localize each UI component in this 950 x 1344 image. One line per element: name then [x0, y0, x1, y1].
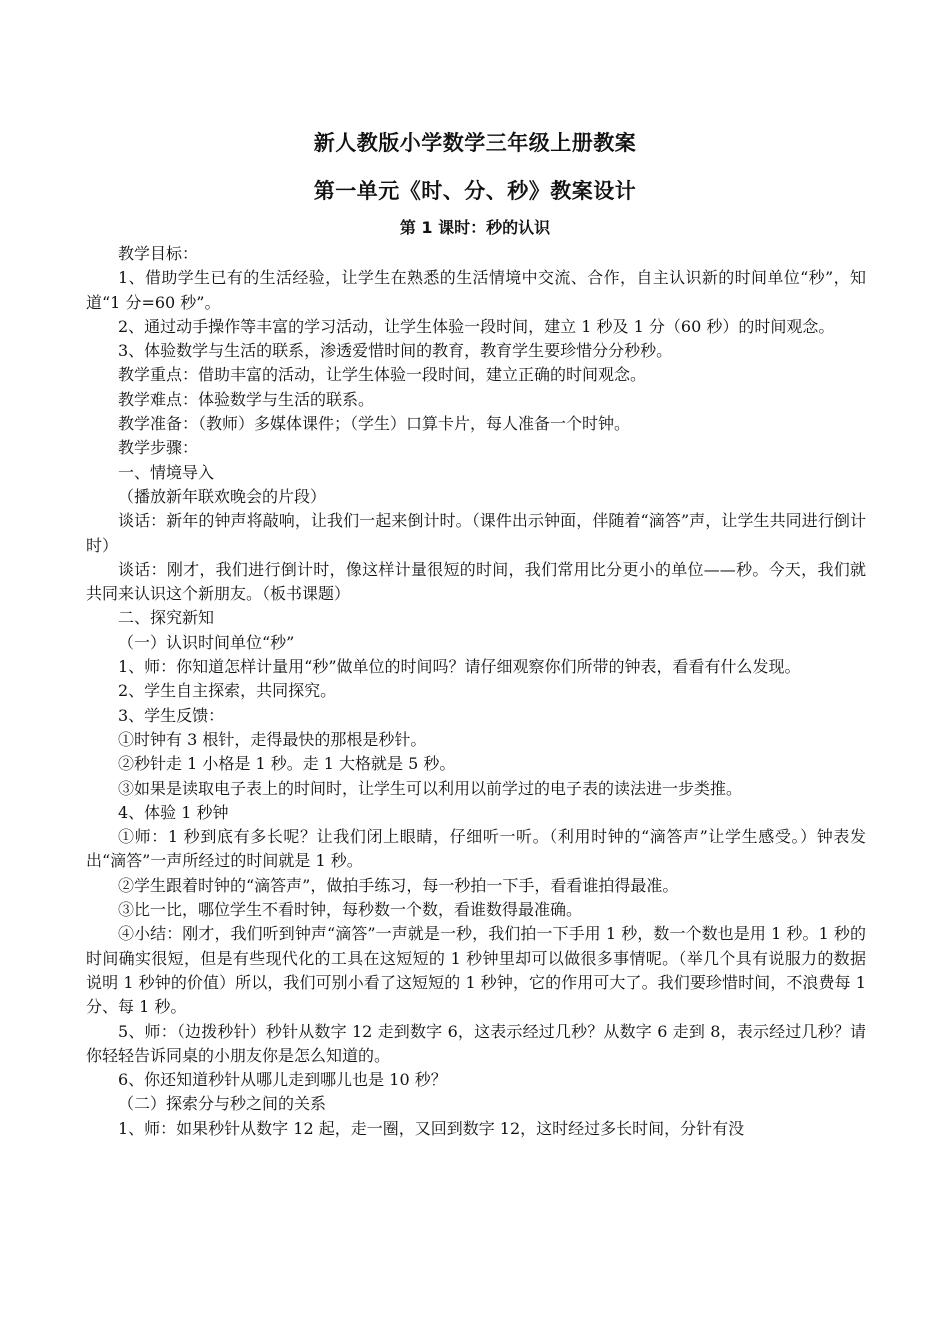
paragraph-goal-1: 1、借助学生已有的生活经验，让学生在熟悉的生活情境中交流、合作，自主认识新的时间单位“秒”，知道“1 分=60 秒”。 [86, 268, 866, 312]
paragraph-goal-3: 3、体验数学与生活的联系，渗透爱惜时间的教育，教育学生要珍惜分分秒秒。 [118, 341, 673, 361]
paragraph-talk-2: 谈话：刚才，我们进行倒计时，像这样计量很短的时间，我们常用比分更小的单位——秒。今天，我们就共同来认识这个新朋友。（板书课题） [86, 559, 866, 604]
paragraph-item-3: 3、学生反馈： [118, 705, 225, 725]
paragraph-item-1: 1、师：你知道怎样计量用“秒”做单位的时间吗？请仔细观察你们所带的钟表，看看有什么发现。 [118, 657, 801, 677]
paragraph-experience-1: ①师：1 秒到底有多长呢？让我们闭上眼睛，仔细听一听。（利用时钟的“滴答声”让学生感受。）钟表发出“滴答”一声所经过的时间就是 1 秒。 [86, 827, 866, 871]
paragraph-video-note: （播放新年联欢晚会的片段） [118, 486, 327, 506]
paragraph-summary: ④小结：刚才，我们听到钟声“滴答”一声就是一秒，我们拍一下手用 1 秒，数一个数也是用 1 秒。1 秒的时间确实很短，但是有些现代化的工具在这短短的 1 秒钟里却可以做很多事情呢。（举几个具有说服力的数据说明 1 秒钟的价值）所以，我们可别小看了这短短的 1 秒钟，它的作用可大了。我们要珍惜时间，不浪费每 1 分、每 1 秒。 [86, 924, 866, 1017]
paragraph-goals-heading: 教学目标： [118, 244, 199, 263]
paragraph-relation-1: 1、师：如果秒针从数字 12 起，走一圈，又回到数字 12，这时经过多长时间，分针有没 [118, 1118, 745, 1138]
document-title: 新人教版小学数学三年级上册教案 [313, 131, 637, 155]
paragraph-section-1: 一、情境导入 [118, 462, 215, 482]
paragraph-preparation: 教学准备：（教师）多媒体课件；（学生）口算卡片，每人准备一个时钟。 [118, 414, 631, 434]
paragraph-experience-3: ③比一比，哪位学生不看时钟，每秒数一个数，看谁数得最准确。 [118, 900, 583, 920]
paragraph-steps-heading: 教学步骤： [118, 438, 199, 458]
paragraph-item-4: 4、体验 1 秒钟 [118, 802, 229, 822]
lesson-body [86, 242, 866, 1141]
unit-title: 第一单元《时、分、秒》教案设计 [313, 179, 637, 203]
paragraph-feedback-1: ①时钟有 3 根针，走得最快的那根是秒针。 [118, 729, 427, 749]
paragraph-subsection-1: （一）认识时间单位“秒” [118, 632, 295, 652]
paragraph-key-point: 教学重点：借助丰富的活动，让学生体验一段时间，建立正确的时间观念。 [118, 365, 647, 385]
lesson-title: 第 1 课时：秒的认识 [399, 218, 551, 237]
paragraph-section-2: 二、探究新知 [118, 608, 215, 628]
paragraph-feedback-2: ②秒针走 1 小格是 1 秒。走 1 大格就是 5 秒。 [118, 754, 456, 774]
paragraph-difficulty: 教学难点：体验数学与生活的联系。 [118, 389, 375, 409]
paragraph-subsection-2: （二）探索分与秒之间的关系 [118, 1094, 327, 1114]
paragraph-item-6: 6、你还知道秒针从哪儿走到哪儿也是 10 秒？ [118, 1070, 447, 1090]
paragraph-talk-1: 谈话：新年的钟声将敲响，让我们一起来倒计时。（课件出示钟面，伴随着“滴答”声，让学生共同进行倒计时） [86, 511, 866, 555]
paragraph-goal-2: 2、通过动手操作等丰富的学习活动，让学生体验一段时间，建立 1 秒及 1 分（60 秒）的时间观念。 [118, 316, 835, 336]
paragraph-item-2: 2、学生自主探索，共同探究。 [118, 681, 337, 701]
paragraph-item-5: 5、师：（边拨秒针）秒针从数字 12 走到数字 6，这表示经过几秒？从数字 6 走到 8，表示经过几秒？请你轻轻告诉同桌的小朋友你是怎么知道的。 [86, 1021, 866, 1065]
paragraph-feedback-3: ③如果是读取电子表上的时间时，让学生可以利用以前学过的电子表的读法进一步类推。 [118, 778, 743, 798]
paragraph-experience-2: ②学生跟着时钟的“滴答声”，做拍手练习，每一秒拍一下手，看看谁拍得最准。 [118, 875, 679, 895]
